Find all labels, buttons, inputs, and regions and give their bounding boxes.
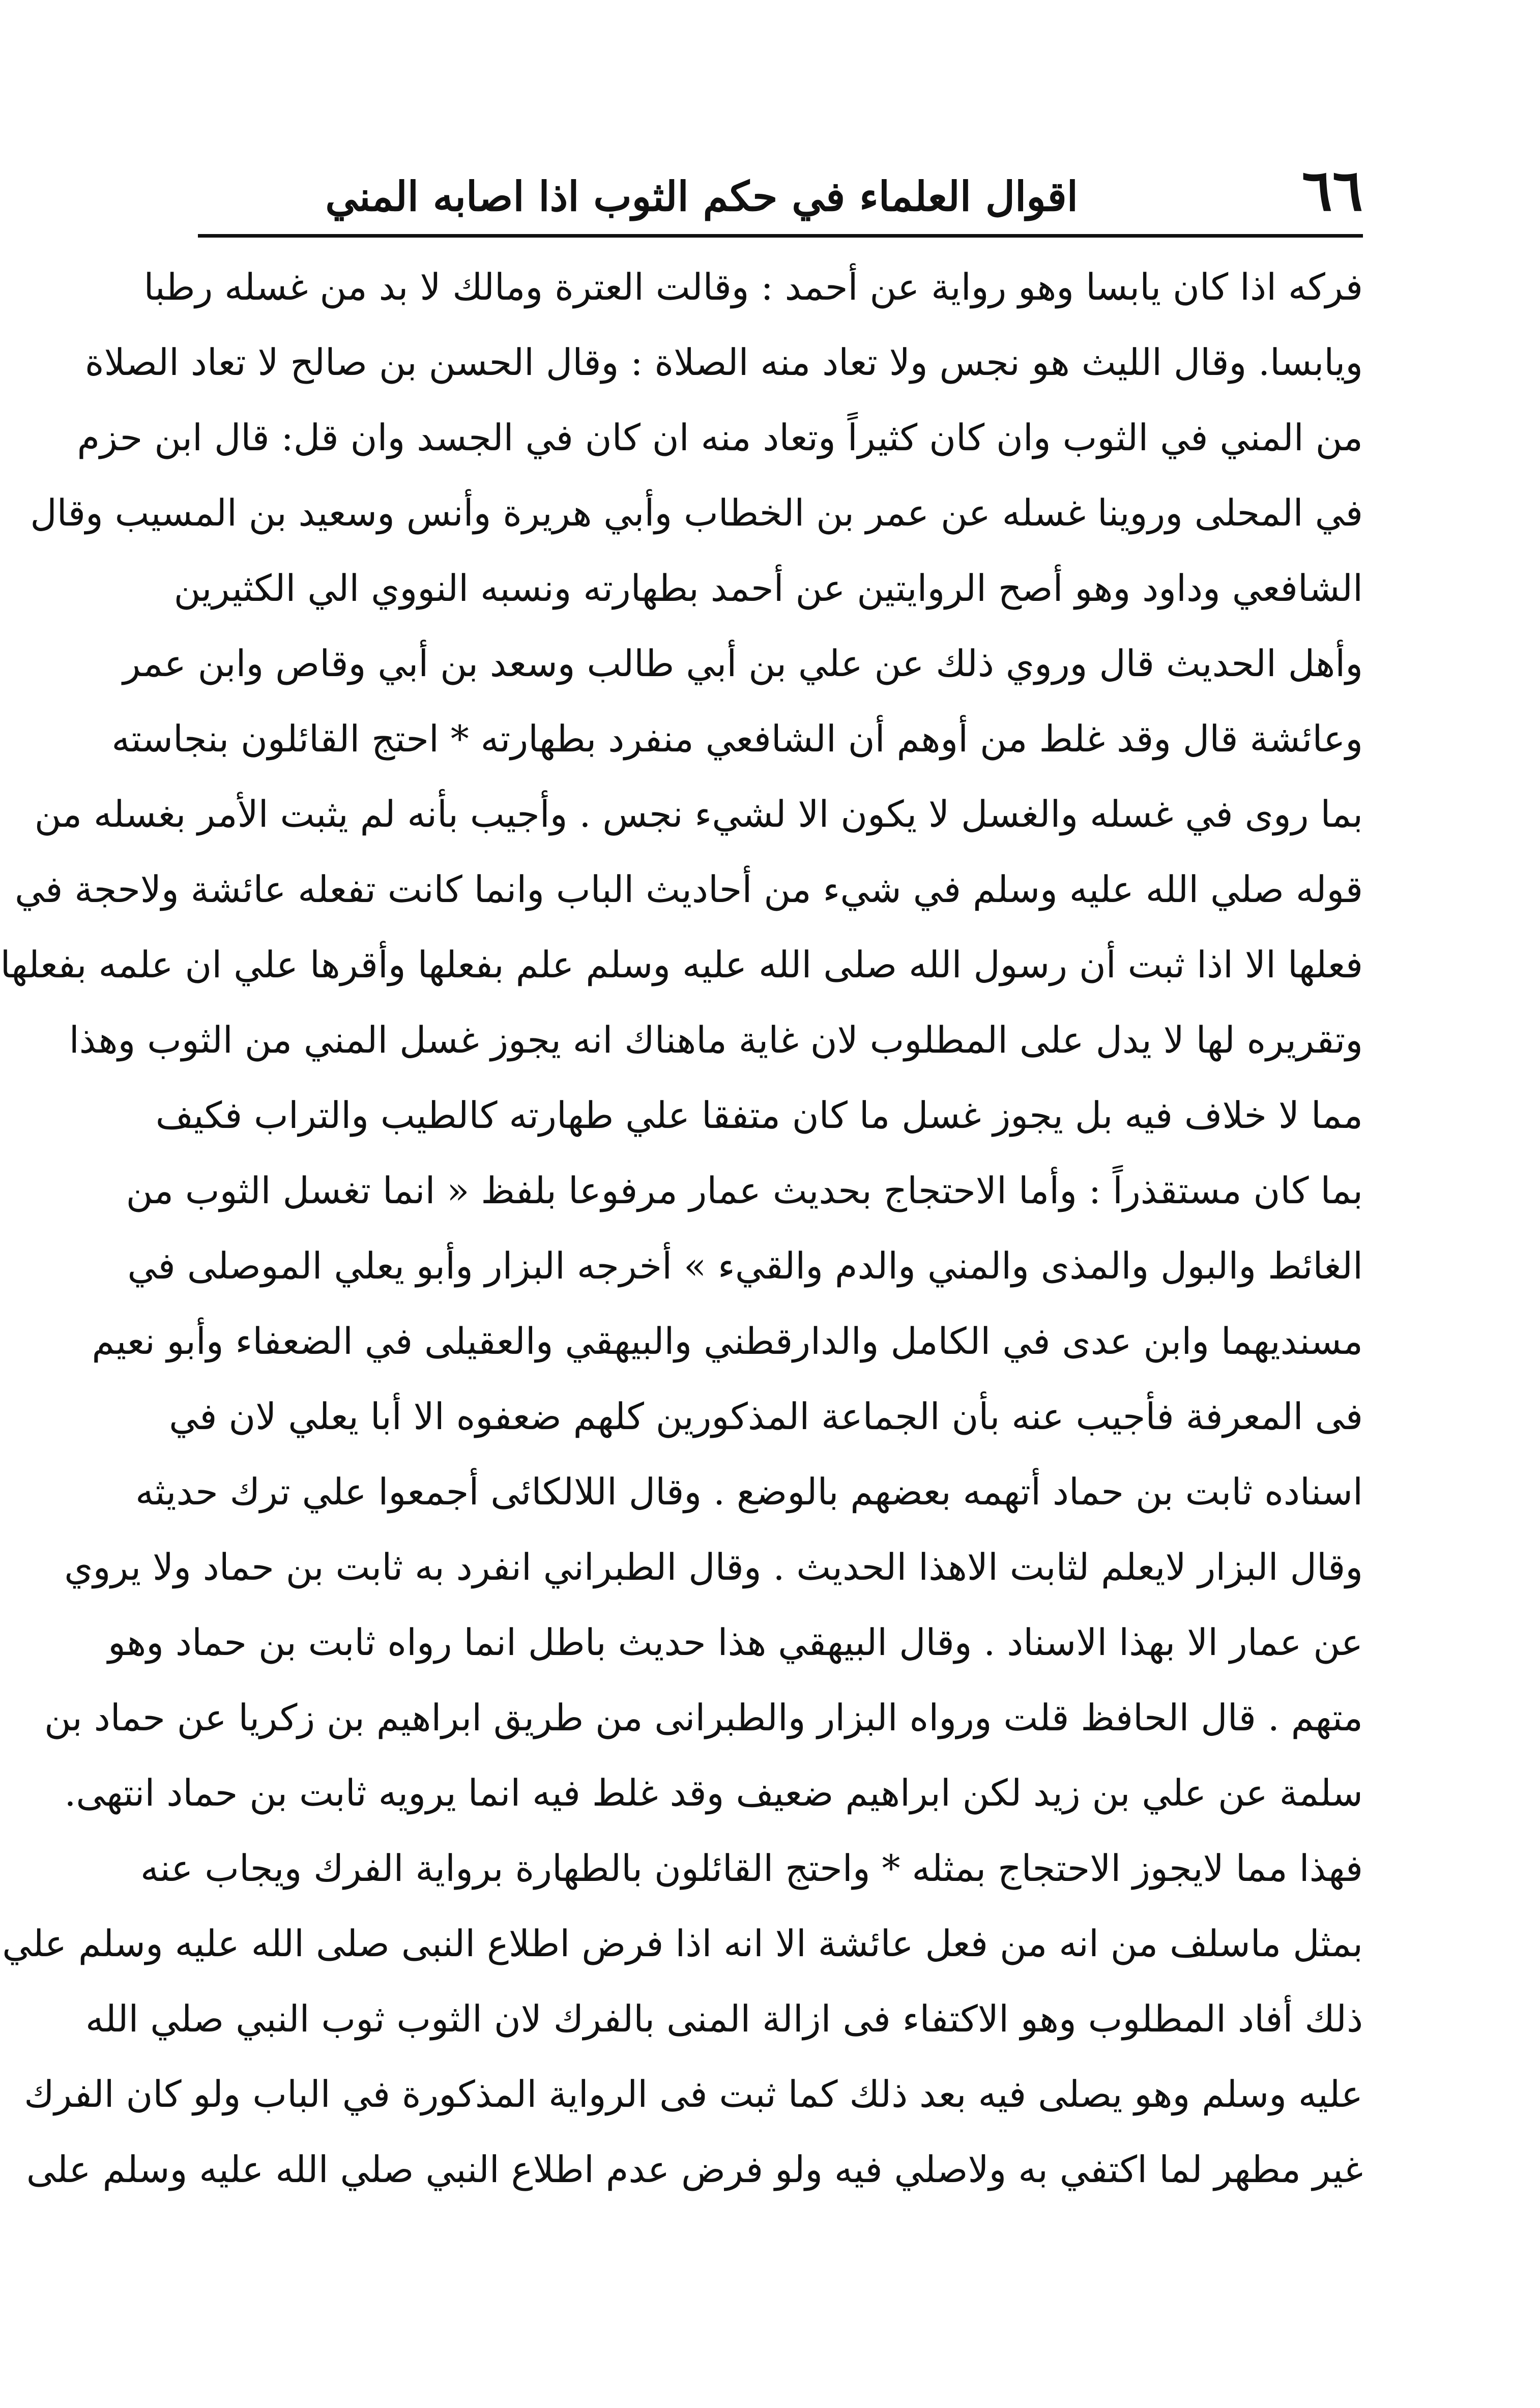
text-line: قوله صلي الله عليه وسلم في شيء من أحاديث الباب وانما كانت تفعله عائشة ولاحجة في	[14, 868, 1363, 911]
text-line: في المحلى وروينا غسله عن عمر بن الخطاب وأبي هريرة وأنس وسعيد بن المسيب وقال	[30, 491, 1363, 534]
text-line: فعلها الا اذا ثبت أن رسول الله صلى الله عليه وسلم علم بفعلها وأقرها علي ان علمه بفعلها	[0, 943, 1363, 986]
text-line: متهم . قال الحافظ قلت ورواه البزار والطبرانى من طريق ابراهيم بن زكريا عن حماد بن	[44, 1696, 1363, 1739]
text-line: الغائط والبول والمذى والمني والدم والقيء » أخرجه البزار وأبو يعلي الموصلى في	[127, 1244, 1363, 1287]
text-line: وقال البزار لايعلم لثابت الاهذا الحديث . وقال الطبراني انفرد به ثابت بن حماد ولا يروي	[64, 1546, 1363, 1588]
text-line: مسنديهما وابن عدى في الكامل والدارقطني والبيهقي والعقيلى في الضعفاء وأبو نعيم	[92, 1320, 1363, 1362]
page-header	[198, 153, 1363, 234]
page-number: ٦٦	[1301, 157, 1363, 224]
text-line: مما لا خلاف فيه بل يجوز غسل ما كان متفقا علي طهارته كالطيب والتراب فكيف	[155, 1094, 1363, 1137]
text-line: فركه اذا كان يابسا وهو رواية عن أحمد : وقالت العترة ومالك لا بد من غسله رطبا	[143, 266, 1363, 308]
running-title: اقوال العلماء في حكم الثوب اذا اصابه المني	[325, 172, 1078, 220]
text-line: فهذا مما لايجوز الاحتجاج بمثله * واحتج القائلون بالطهارة برواية الفرك ويجاب عنه	[140, 1847, 1363, 1890]
text-line: عن عمار الا بهذا الاسناد . وقال البيهقي هذا حديث باطل انما رواه ثابت بن حماد وهو	[108, 1621, 1363, 1664]
text-line: من المني في الثوب وان كان كثيراً وتعاد منه ان كان في الجسد وان قل: قال ابن حزم	[77, 416, 1363, 459]
text-line: الشافعي وداود وهو أصح الروايتين عن أحمد بطهارته ونسبه النووي الي الكثيرين	[173, 567, 1363, 610]
text-line: بما روى في غسله والغسل لا يكون الا لشيء نجس . وأجيب بأنه لم يثبت الأمر بغسله من	[34, 793, 1363, 835]
text-line: سلمة عن علي بن زيد لكن ابراهيم ضعيف وقد غلط فيه انما يرويه ثابت بن حماد انتهى.	[64, 1772, 1363, 1814]
text-line: وتقريره لها لا يدل على المطلوب لان غاية ماهناك انه يجوز غسل المني من الثوب وهذا	[69, 1019, 1363, 1061]
text-line: وأهل الحديث قال وروي ذلك عن علي بن أبي طالب وسعد بن أبي وقاص وابن عمر	[123, 642, 1363, 685]
text-line: ويابسا. وقال الليث هو نجس ولا تعاد منه الصلاة : وقال الحسن بن صالح لا تعاد الصلاة	[84, 341, 1363, 384]
text-line: بمثل ماسلف من انه من فعل عائشة الا انه اذا فرض اطلاع النبى صلى الله عليه وسلم علي	[2, 1922, 1363, 1965]
text-line: بما كان مستقذراً : وأما الاحتجاج بحديث عمار مرفوعا بلفظ « انما تغسل الثوب من	[126, 1169, 1363, 1212]
text-line: غير مطهر لما اكتفي به ولاصلي فيه ولو فرض عدم اطلاع النبي صلي الله عليه وسلم على	[26, 2148, 1363, 2191]
header-rule	[198, 234, 1363, 238]
body-text	[0, 249, 1363, 2361]
text-line: عليه وسلم وهو يصلى فيه بعد ذلك كما ثبت فى الرواية المذكورة في الباب ولو كان الفرك	[24, 2073, 1363, 2115]
text-line: وعائشة قال وقد غلط من أوهم أن الشافعي منفرد بطهارته * احتج القائلون بنجاسته	[111, 717, 1363, 760]
text-line: اسناده ثابت بن حماد أتهمه بعضهم بالوضع . وقال اللالكائى أجمعوا علي ترك حديثه	[135, 1470, 1363, 1513]
text-line: فى المعرفة فأجيب عنه بأن الجماعة المذكورين كلهم ضعفوه الا أبا يعلي لان في	[169, 1395, 1363, 1438]
text-line: ذلك أفاد المطلوب وهو الاكتفاء فى ازالة المنى بالفرك لان الثوب ثوب النبي صلي الله	[85, 1997, 1363, 2040]
